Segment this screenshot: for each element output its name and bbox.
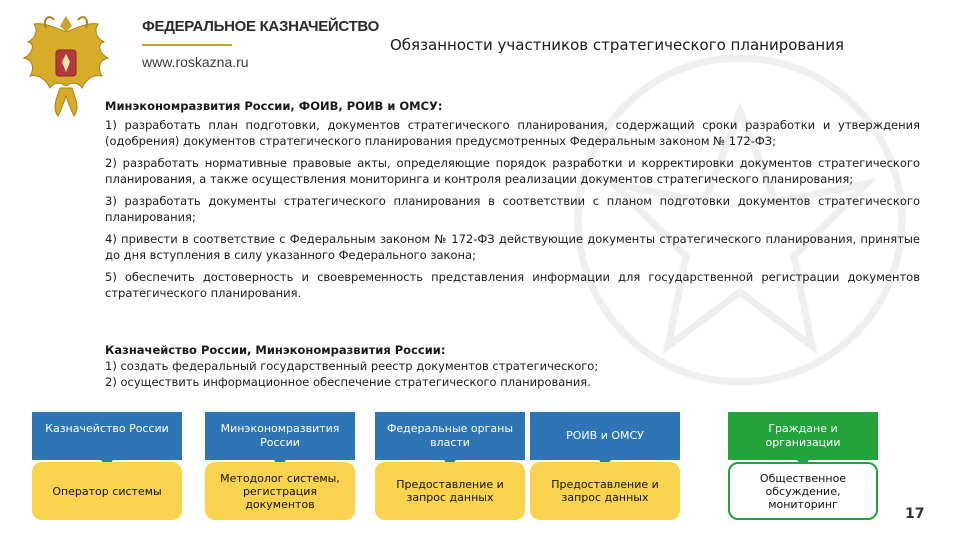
slide-title: Обязанности участников стратегического планирования (390, 36, 845, 54)
function-box-methodologist: Методолог системы, регистрация документов (205, 462, 355, 520)
duty-item-2: 2) разработать нормативные правовые акты, определяющие порядок разработки и корректировки документов стратегического планирования, а также осуществления мониторинга и контроля реализации документов стратегического планирования; (105, 156, 920, 186)
section-1-heading: Минэкономразвития России, ФОИВ, РОИВ и ОМСУ: (105, 99, 443, 113)
function-box-operator: Оператор системы (32, 462, 182, 520)
header-divider (142, 44, 232, 46)
flow-column-treasury (32, 412, 182, 542)
flow-column-citizens (728, 412, 878, 542)
duty-item-4: 4) привести в соответствие с Федеральным законом № 172-ФЗ действующие документы стратегического планирования, принятые до дня вступления в силу указанного Федерального закона; (105, 232, 920, 262)
section-2-heading: Казначейство России, Минэкономразвития России: (105, 343, 446, 357)
flow-column-regional (530, 412, 680, 542)
role-box-treasury: Казначейство России (32, 412, 182, 460)
org-name: ФЕДЕРАЛЬНОЕ КАЗНАЧЕЙСТВО (142, 18, 379, 35)
function-box-public-discussion: Общественное обсуждение, мониторинг (728, 462, 878, 520)
duties-section-1 (105, 98, 920, 307)
duties-section-2 (105, 342, 920, 390)
function-box-federal-data: Предоставление и запрос данных (375, 462, 525, 520)
role-box-mineconomy: Минэкономразвития России (205, 412, 355, 460)
org-website-link[interactable]: www.roskazna.ru (142, 54, 249, 70)
duty-item-3: 3) разработать документы стратегического планирования в соответствии с планом подготовки документов стратегического планирования; (105, 194, 920, 224)
role-box-federal-authorities: Федеральные органы власти (375, 412, 525, 460)
function-box-regional-data: Предоставление и запрос данных (530, 462, 680, 520)
flow-column-mineconomy (205, 412, 355, 542)
duty-item-5: 5) обеспечить достоверность и своевременность представления информации для государственной регистрации документов стратегического планирования. (105, 270, 920, 300)
flow-column-federal (375, 412, 525, 542)
role-box-regional: РОИВ и ОМСУ (530, 412, 680, 460)
role-box-citizens: Граждане и организации (728, 412, 878, 460)
duty-item-6: 1) создать федеральный государственный реестр документов стратегического; (105, 359, 599, 373)
page-number: 17 (905, 506, 925, 522)
double-headed-eagle-emblem-icon (16, 8, 116, 126)
duty-item-7: 2) осуществить информационное обеспечение стратегического планирования. (105, 375, 591, 389)
duty-item-1: 1) разработать план подготовки, документов стратегического планирования, содержащий сроки разработки и утверждения (одобрения) документов стратегического планирования предусмотренных Федеральным законом № 172-ФЗ; (105, 118, 920, 148)
